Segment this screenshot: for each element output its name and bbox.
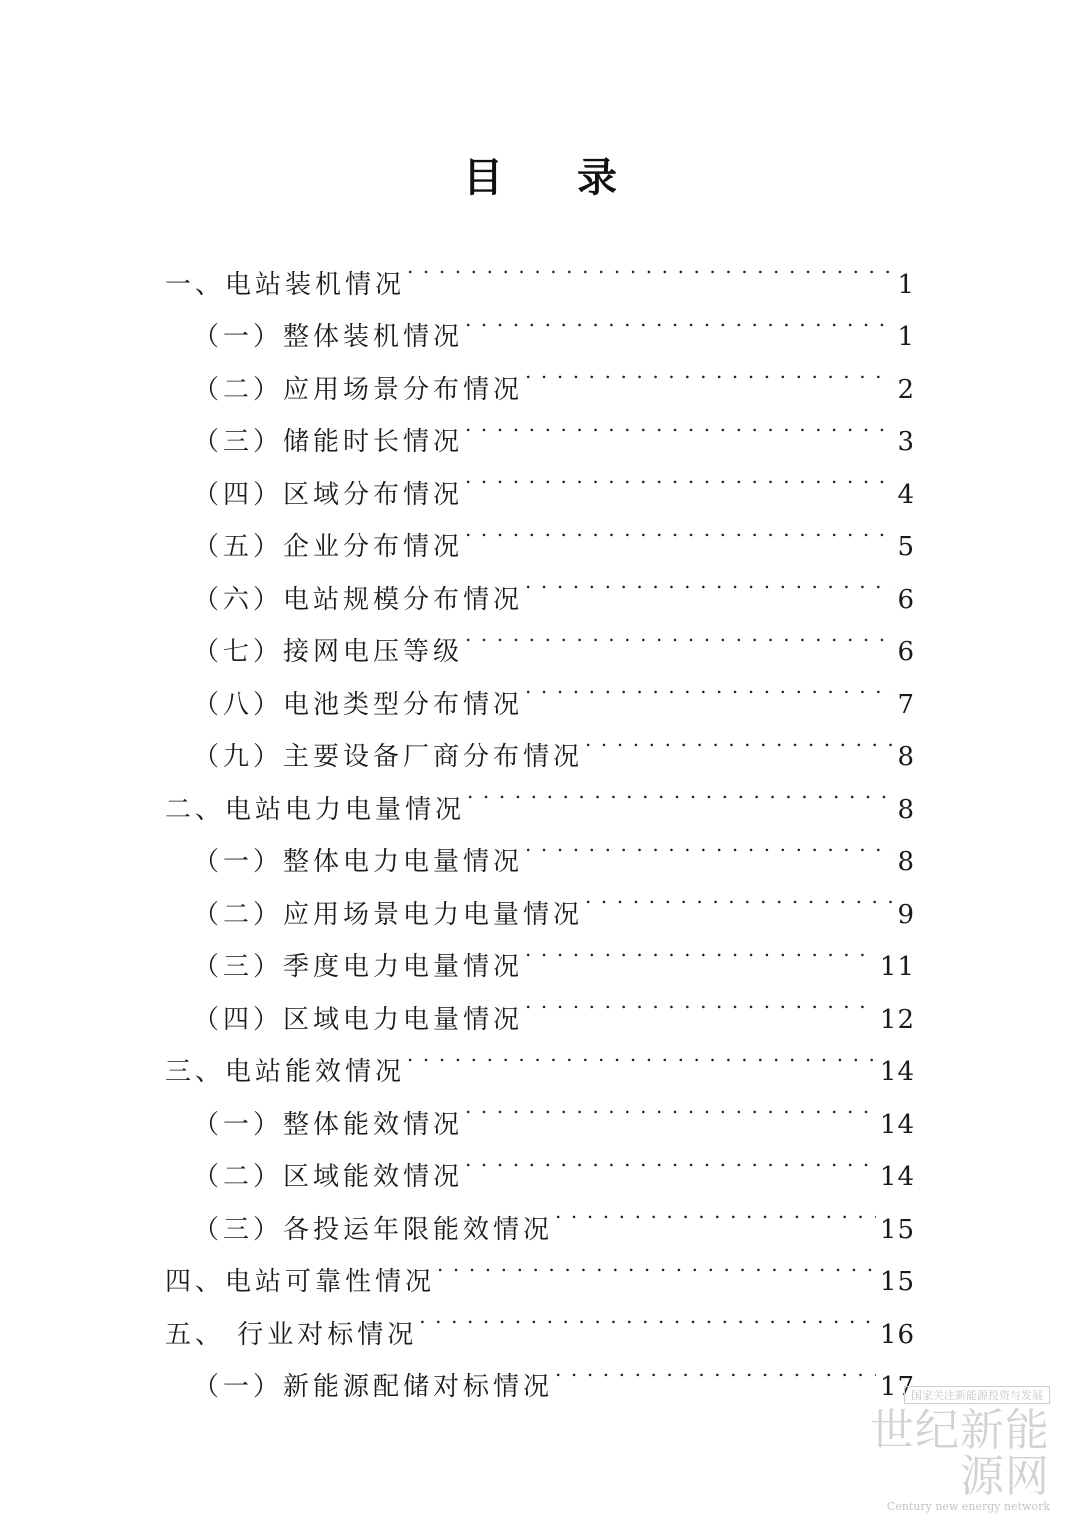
- toc-entry-label: （四）区域电力电量情况: [193, 1004, 524, 1035]
- toc-entry-page-number: 8: [897, 794, 915, 825]
- toc-entry-page-number: 1: [897, 322, 915, 352]
- toc-dot-leader: [585, 870, 893, 923]
- toc-entry-label: 四、电站可靠性情况: [165, 1267, 436, 1297]
- toc-entry-label: （二）应用场景分布情况: [193, 374, 524, 405]
- toc-dot-leader: [467, 765, 893, 818]
- toc-dot-leader: [465, 450, 893, 503]
- toc-entry-label: （一）整体电力电量情况: [193, 847, 524, 877]
- toc-entry-label: 五、 行业对标情况: [165, 1319, 418, 1350]
- toc-entry-label: （七）接网电压等级: [193, 637, 464, 667]
- toc-entry-page-number: 8: [897, 847, 915, 877]
- toc-dot-leader: [525, 660, 893, 713]
- toc-entry-label: （四）区域分布情况: [193, 479, 464, 510]
- toc-entry-label: （六）电站规模分布情况: [193, 584, 524, 615]
- toc-entry-label: （一）整体能效情况: [193, 1109, 464, 1140]
- toc-entry-page-number: 8: [897, 742, 915, 772]
- toc-entry-page-number: 9: [897, 899, 915, 930]
- toc-dot-leader: [525, 555, 893, 608]
- toc-entry-page-number: 3: [897, 427, 915, 457]
- toc-dot-leader: [525, 818, 893, 871]
- page-title: 目 录: [463, 155, 647, 201]
- toc-entry-page-number: 6: [897, 584, 915, 615]
- watermark-subtitle: Century new energy network: [886, 1500, 1050, 1513]
- toc-entry-page-number: 17: [879, 1372, 915, 1402]
- toc-dot-leader: [465, 398, 893, 451]
- toc-dot-leader: [407, 1028, 876, 1081]
- toc-entry[interactable]: [165, 240, 915, 300]
- toc-entry-label: （三）储能时长情况: [193, 427, 464, 457]
- toc-dot-leader: [465, 293, 893, 346]
- toc-dot-leader: [525, 975, 876, 1028]
- toc-dot-leader: [585, 713, 893, 766]
- toc-dot-leader: [525, 345, 893, 398]
- toc-entry-page-number: 4: [897, 479, 915, 510]
- toc-entry-label: 一、电站装机情况: [165, 269, 406, 300]
- toc-entry-page-number: 15: [879, 1267, 915, 1297]
- toc-entry-label: （三）季度电力电量情况: [193, 952, 524, 982]
- toc-entry-page-number: 7: [897, 689, 915, 720]
- toc-entry-label: （五）企业分布情况: [193, 532, 464, 562]
- toc-entry-label: 三、电站能效情况: [165, 1057, 406, 1087]
- toc-entry-page-number: 16: [879, 1319, 915, 1350]
- toc-entry-label: （八）电池类型分布情况: [193, 689, 524, 720]
- watermark-tagline: 国家关注新能源投资与发展: [904, 1386, 1050, 1404]
- toc-dot-leader: [555, 1343, 876, 1396]
- toc-entry-page-number: 11: [879, 952, 915, 982]
- toc-dot-leader: [555, 1185, 876, 1238]
- toc-entry-page-number: 15: [879, 1214, 915, 1245]
- toc-entry-label: 二、电站电力电量情况: [165, 794, 466, 825]
- toc-entry-page-number: 1: [897, 269, 915, 300]
- watermark-logo-text: 世纪新能源网: [870, 1405, 1050, 1502]
- toc-dot-leader: [465, 608, 893, 661]
- toc-dot-leader: [465, 1133, 876, 1186]
- toc-entry-page-number: 2: [897, 374, 915, 405]
- toc-dot-leader: [465, 503, 893, 556]
- watermark-logo: [850, 1384, 1050, 1513]
- toc-entry-page-number: 14: [879, 1057, 915, 1087]
- table-of-contents: [165, 240, 915, 1402]
- toc-entry-page-number: 14: [879, 1109, 915, 1140]
- toc-entry-label: （二）区域能效情况: [193, 1162, 464, 1192]
- toc-entry-page-number: 12: [879, 1004, 915, 1035]
- toc-dot-leader: [525, 923, 876, 976]
- toc-entry-label: （九）主要设备厂商分布情况: [193, 742, 584, 772]
- toc-entry-page-number: 14: [879, 1162, 915, 1192]
- toc-entry-page-number: 6: [897, 637, 915, 667]
- toc-dot-leader: [465, 1080, 876, 1133]
- toc-entry-label: （三）各投运年限能效情况: [193, 1214, 554, 1245]
- toc-dot-leader: [437, 1238, 876, 1291]
- toc-entry-label: （一）整体装机情况: [193, 322, 464, 352]
- toc-entry-label: （二）应用场景电力电量情况: [193, 899, 584, 930]
- toc-entry-label: （一）新能源配储对标情况: [193, 1372, 554, 1402]
- toc-dot-leader: [419, 1290, 876, 1343]
- toc-dot-leader: [407, 240, 893, 293]
- toc-entry-page-number: 5: [897, 532, 915, 562]
